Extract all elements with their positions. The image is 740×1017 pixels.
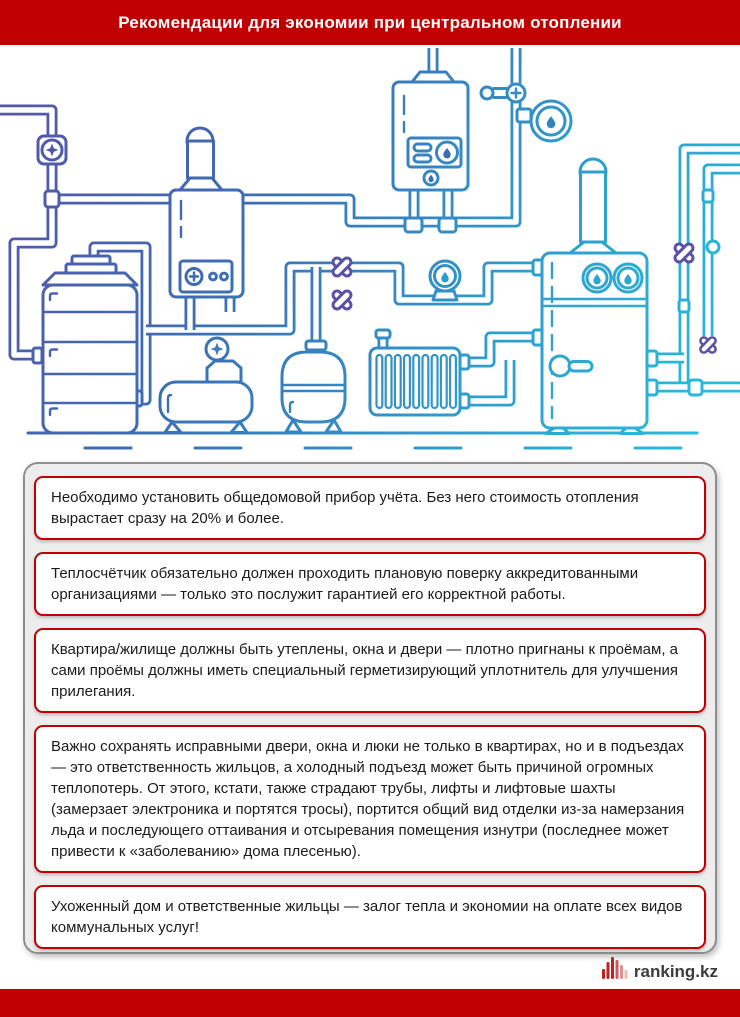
bar-chart-logo-icon bbox=[602, 956, 628, 980]
shutoff-valve-icon bbox=[38, 136, 66, 164]
recommendation-card: Важно сохранять исправными двери, окна и люки не только в квартирах, но и в подъездах — это ответственность жильцов, а холодный подъезд может быть причиной огромных теплопотерь. От этого, кстати, также страдают трубы, лифты и лифтовые шахты (замерзает электроника и портятся тросы), портится общий вид отделки из-за намерзания льда и последующего оттаивания и отсыревания помещения изнутри (последнее может привести к «заболеванию» дома плесенью). bbox=[34, 725, 706, 873]
recommendation-card: Теплосчётчик обязательно должен проходить плановую поверку аккредитованными организациями — только это послужит гарантией его корректной работы. bbox=[34, 552, 706, 616]
pressure-gauge-small bbox=[430, 261, 460, 300]
recommendation-card: Необходимо установить общедомовой прибор учёта. Без него стоимость отопления вырастает сразу на 20% и более. bbox=[34, 476, 706, 540]
recommendation-card: Квартира/жилище должны быть утеплены, окна и двери — плотно пригнаны к проёмам, а сами проёмы должны иметь специальный герметизирующий уплотнитель для улучшения прилегания. bbox=[34, 628, 706, 713]
wall-boiler bbox=[170, 128, 243, 297]
footer-bar bbox=[0, 989, 740, 1017]
recommendation-card: Ухоженный дом и ответственные жильцы — залог тепла и экономии на оплате всех видов коммунальных услуг! bbox=[34, 885, 706, 949]
lever-valve-icon bbox=[481, 84, 525, 102]
water-heater bbox=[393, 72, 468, 190]
compressor-pump bbox=[160, 338, 252, 433]
page-title: Рекомендации для экономии при центральном отоплении bbox=[118, 12, 622, 32]
logo-text: ranking.kz bbox=[633, 962, 718, 981]
expansion-tank bbox=[282, 352, 345, 432]
recommendations-panel bbox=[23, 462, 717, 954]
header-banner bbox=[0, 0, 740, 45]
pressure-gauge bbox=[517, 101, 571, 141]
branding bbox=[602, 956, 718, 980]
water-storage-tank bbox=[43, 256, 137, 433]
boiler-room-illustration bbox=[0, 45, 740, 457]
radiator bbox=[370, 348, 460, 415]
floor-boiler bbox=[542, 159, 647, 434]
